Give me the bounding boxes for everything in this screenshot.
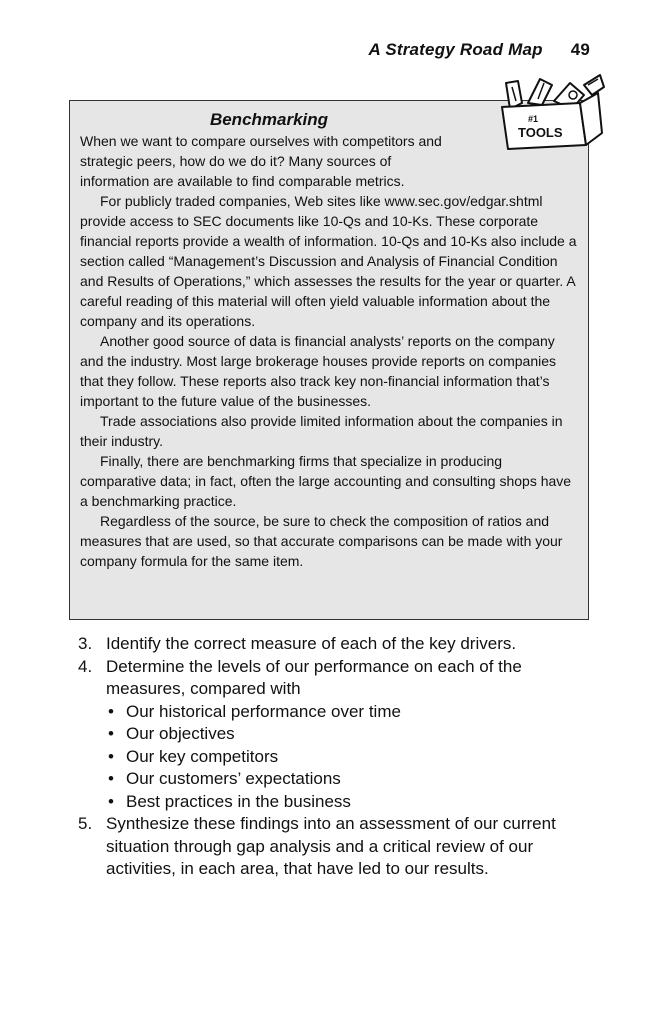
bullet-item — [106, 723, 598, 746]
sidebar-paragraph: Another good source of data is financial analysts’ reports on the company and the industry. Most large brokerage houses provide reports on companies that they follow. These reports also track key non-financial information that’s important to the future value of the businesses. — [80, 333, 557, 409]
step-item — [78, 813, 598, 881]
step-number: 5. — [78, 814, 93, 833]
bullet-text: Our objectives — [126, 724, 235, 743]
bullet-item — [106, 701, 598, 724]
running-head — [369, 40, 590, 60]
sidebar-paragraph: Regardless of the source, be sure to check the composition of ratios and measures that are used, so that accurate comparisons can be made with your company formula for the same item. — [80, 513, 563, 569]
sidebar-paragraph: Trade associations also provide limited information about the companies in their industry. — [80, 413, 563, 449]
bullet-glyph: • — [108, 769, 114, 788]
step-text: Determine the levels of our performance on each of the measures, compared with — [106, 656, 522, 698]
toolbox-badge: #1 — [528, 114, 539, 124]
bullet-text: Our customers’ expectations — [126, 769, 341, 788]
step-item — [78, 633, 598, 656]
bullet-glyph: • — [108, 791, 114, 811]
numbered-steps — [78, 633, 598, 881]
bullet-text: Best practices in the business — [126, 791, 351, 811]
step-text: Identify the correct measure of each of the key drivers. — [106, 634, 517, 653]
bullet-glyph: • — [108, 701, 114, 721]
bullet-text: Our key competitors — [126, 746, 279, 766]
bullet-glyph: • — [108, 724, 114, 743]
bullet-item — [106, 791, 598, 814]
toolbox-label: TOOLS — [518, 125, 563, 140]
sidebar-paragraph: Finally, there are benchmarking firms that specialize in producing comparative data; in fact, often the large accounting and consulting shops have a benchmarking practice. — [80, 453, 572, 509]
benchmarking-sidebar — [69, 100, 589, 620]
toolbox-icon — [488, 73, 608, 153]
step-item — [78, 656, 598, 814]
step-number: 3. — [78, 634, 93, 653]
running-head-title: A Strategy Road Map — [368, 40, 543, 59]
comparison-bullets — [106, 701, 598, 814]
sidebar-paragraph: For publicly traded companies, Web sites like www.sec.gov/edgar.shtml provide access to SEC documents like 10-Qs and 10-Ks. These corporate financial reports provide a wealth of information. 10-Qs and 10-Ks also include a section called “Management’s Discussion and Analysis of Financial Condition and Results of Operations,” which assesses the results for the year or quarter. A careful reading of this material will often yield valuable information about the company and its operations. — [80, 193, 577, 329]
sidebar-paragraph: When we want to compare ourselves with competitors and strategic peers, how do we do it? Many sources of information are available to find comparable metrics. — [80, 133, 442, 189]
bullet-item — [106, 746, 598, 769]
page-number: 49 — [570, 40, 590, 59]
bullet-text: Our historical performance over time — [126, 701, 401, 721]
bullet-glyph: • — [108, 746, 114, 766]
step-number: 4. — [78, 656, 93, 676]
bullet-item — [106, 768, 598, 791]
step-text: Synthesize these findings into an assessment of our current situation through gap analysis and a critical review of our activities, in each area, that have led to our results. — [106, 814, 556, 878]
sidebar-title: Benchmarking — [209, 110, 329, 129]
